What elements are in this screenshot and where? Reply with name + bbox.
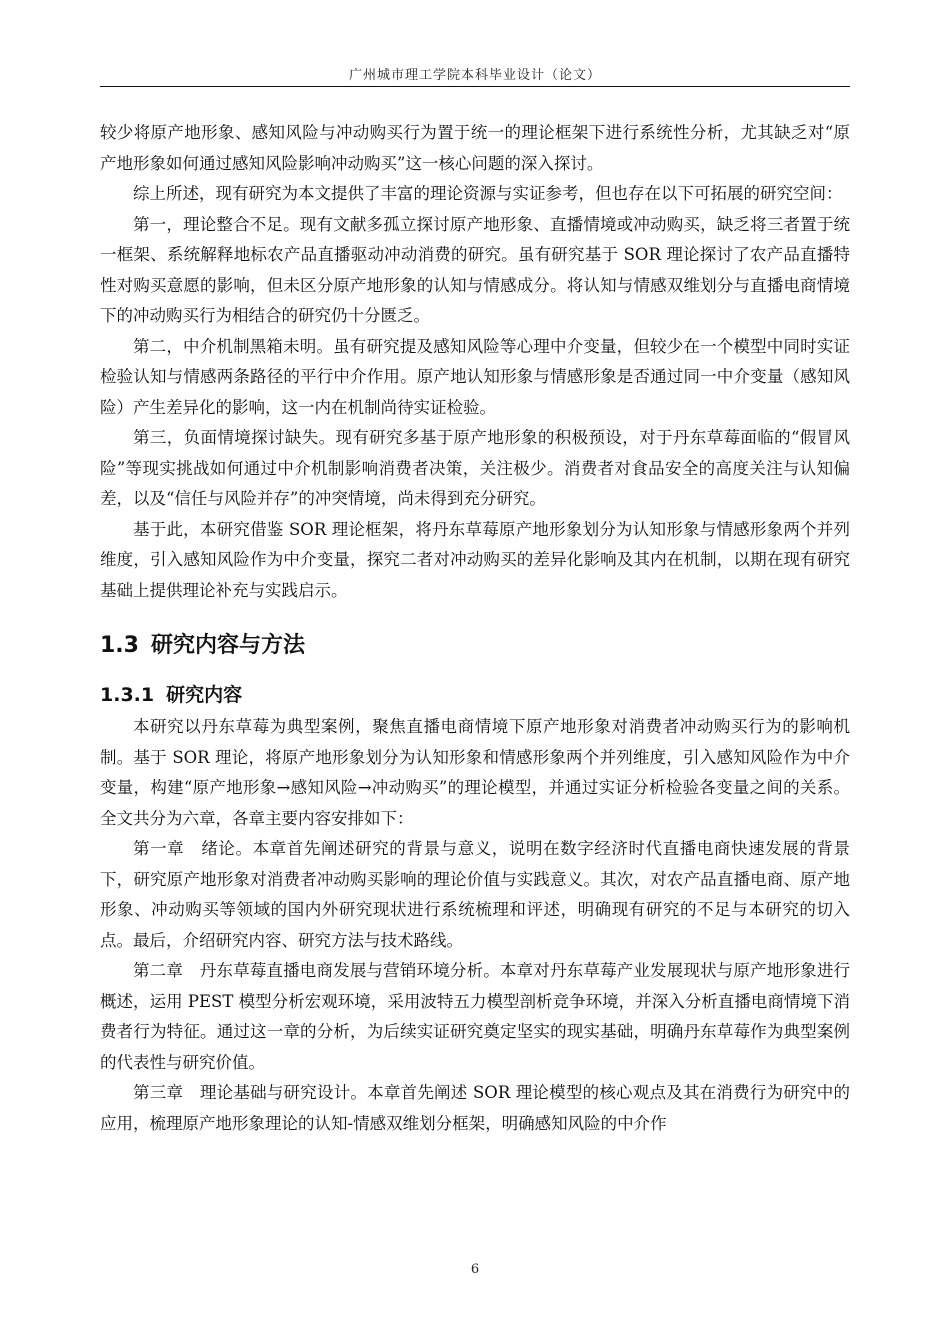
paragraph-chapter-3: 第三章 理论基础与研究设计。本章首先阐述 SOR 理论模型的核心观点及其在消费行为研究中的应用，梳理原产地形象理论的认知-情感双维划分框架，明确感知风险的中介作 <box>100 1083 850 1133</box>
paragraph-summary: 综上所述，现有研究为本文提供了丰富的理论资源与实证参考，但也存在以下可拓展的研究空间： <box>133 184 843 203</box>
paragraph-research-overview: 本研究以丹东草莓为典型案例，聚焦直播电商情境下原产地形象对消费者冲动购买行为的影响机制。基于 SOR 理论，将原产地形象划分为认知形象和情感形象两个并列维度，引入感知风险作为中介变量，构建“原产地形象→感知风险→冲动购买”的理论模型，并通过实证分析检验各变量之间的关系。全文共分为六章，各章主要内容安排如下： <box>100 717 850 828</box>
paragraph-continued: 较少将原产地形象、感知风险与冲动购买行为置于统一的理论框架下进行系统性分析，尤其缺乏对“原产地形象如何通过感知风险影响冲动购买”这一核心问题的深入探讨。 <box>100 123 850 173</box>
paragraph-gap-2: 第二，中介机制黑箱未明。虽有研究提及感知风险等心理中介变量，但较少在一个模型中同时实证检验认知与情感两条路径的平行中介作用。原产地认知形象与情感形象是否通过同一中介变量（感知风险）产生差异化的影响，这一内在机制尚待实证检验。 <box>100 336 850 417</box>
section-heading <box>100 628 850 664</box>
section-number: 1.3 <box>100 633 139 658</box>
paragraph-chapter-1: 第一章 绪论。本章首先阐述研究的背景与意义，说明在数字经济时代直播电商快速发展的背景下，研究原产地形象对消费者冲动购买影响的理论价值与实践意义。其次，对农产品直播电商、原产地形象、冲动购买等领域的国内外研究现状进行系统梳理和评述，明确现有研究的不足与本研究的切入点。最后，介绍研究内容、研究方法与技术路线。 <box>100 839 850 950</box>
running-header: 广州城市理工学院本科毕业设计（论文） <box>348 68 601 83</box>
paragraph-chapter-2: 第二章 丹东草莓直播电商发展与营销环境分析。本章对丹东草莓产业发展现状与原产地形象进行概述，运用 PEST 模型分析宏观环境，采用波特五力模型剖析竞争环境，并深入分析直播电商情境下消费者行为特征。通过这一章的分析，为后续实证研究奠定坚实的现实基础，明确丹东草莓作为典型案例的代表性与研究价值。 <box>100 961 850 1072</box>
page-body <box>100 118 850 1139</box>
paragraph-conclusion: 基于此，本研究借鉴 SOR 理论框架，将丹东草莓原产地形象划分为认知形象与情感形象两个并列维度，引入感知风险作为中介变量，探究二者对冲动购买的差异化影响及其内在机制，以期在现有研究基础上提供理论补充与实践启示。 <box>100 519 850 600</box>
paragraph-gap-1: 第一，理论整合不足。现有文献多孤立探讨原产地形象、直播情境或冲动购买，缺乏将三者置于统一框架、系统解释地标农产品直播驱动冲动消费的研究。虽有研究基于 SOR 理论探讨了农产品直播特性对购买意愿的影响，但未区分原产地形象的认知与情感成分。将认知与情感双维划分与直播电商情境下的冲动购买行为相结合的研究仍十分匮乏。 <box>100 214 850 325</box>
section-title: 研究内容与方法 <box>150 633 305 658</box>
subsection-number: 1.3.1 <box>100 684 155 706</box>
header-rule <box>100 86 850 87</box>
page-number: 6 <box>470 1262 480 1277</box>
subsection-title: 研究内容 <box>166 684 243 706</box>
paragraph-gap-3: 第三，负面情境探讨缺失。现有研究多基于原产地形象的积极预设，对于丹东草莓面临的“假冒风险”等现实挑战如何通过中介机制影响消费者决策，关注极少。消费者对食品安全的高度关注与认知偏差，以及“信任与风险并存”的冲突情境，尚未得到充分研究。 <box>100 428 850 508</box>
subsection-heading <box>100 678 850 712</box>
